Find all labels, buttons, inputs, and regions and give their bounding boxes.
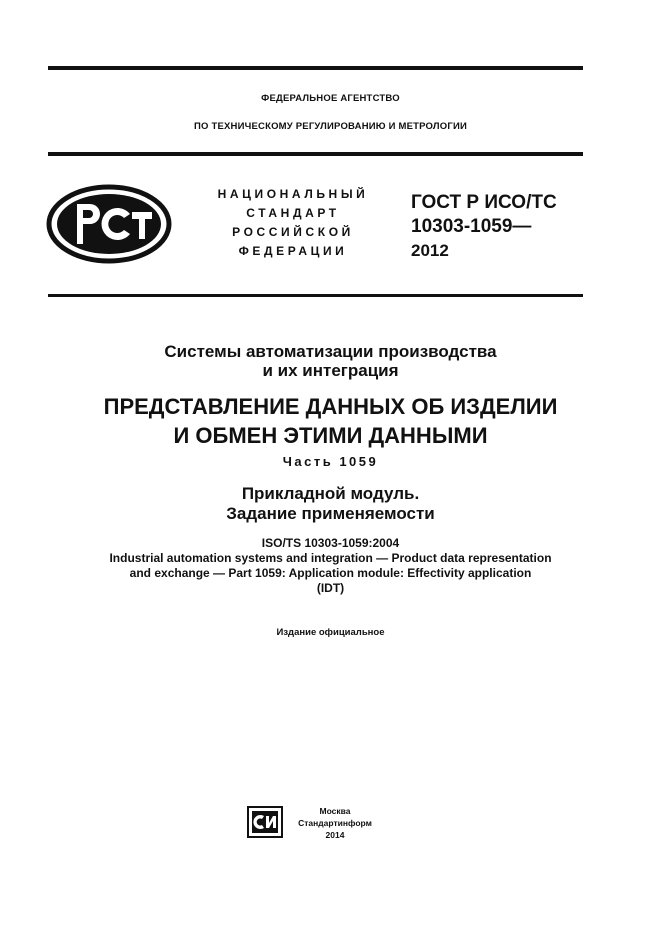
title-line-6: Задание применяемости [226, 504, 435, 523]
title-line-5: Прикладной модуль. [241, 484, 420, 503]
edition-label: Издание официальное [276, 627, 385, 638]
title-line-3: ПРЕДСТАВЛЕНИЕ ДАННЫХ ОБ ИЗДЕЛИИ [103, 394, 558, 419]
source-code: ISO/TS 10303-1059:2004 [261, 536, 400, 550]
standard-type-line-1: НАЦИОНАЛЬНЫЙ [217, 187, 369, 201]
agency-line-2: ПО ТЕХНИЧЕСКОМУ РЕГУЛИРОВАНИЮ И МЕТРОЛОГИИ [194, 121, 467, 132]
part-label: Часть 1059 [282, 454, 379, 469]
standard-type-line-2: СТАНДАРТ [246, 206, 340, 220]
title-line-2: и их интеграция [262, 361, 399, 380]
publisher-year: 2014 [325, 830, 345, 840]
agency-line-1: ФЕДЕРАЛЬНОЕ АГЕНТСТВО [261, 93, 400, 104]
designation-line-2: 10303-1059— [411, 216, 532, 237]
source-line-1: Industrial automation systems and integration — Product data representation [109, 551, 552, 565]
title-line-1: Системы автоматизации производства [164, 342, 497, 361]
designation-line-1: ГОСТ Р ИСО/ТС [411, 192, 557, 213]
source-line-2: and exchange — Part 1059: Application module: Effectivity application [129, 566, 532, 580]
publisher-city: Москва [319, 806, 351, 816]
header-rule [48, 152, 583, 156]
publisher-name: Стандартинформ [298, 818, 372, 828]
publisher-logo [247, 806, 283, 838]
standard-type-line-3: РОССИЙСКОЙ [232, 225, 354, 239]
top-rule [48, 66, 583, 70]
standard-type-line-4: ФЕДЕРАЦИИ [238, 244, 348, 258]
title-line-4: И ОБМЕН ЭТИМИ ДАННЫМИ [173, 423, 488, 448]
designation-rule [48, 294, 583, 297]
designation-line-3: 2012 [411, 241, 449, 260]
source-line-3: (IDT) [316, 581, 345, 595]
gost-logo [46, 184, 172, 264]
